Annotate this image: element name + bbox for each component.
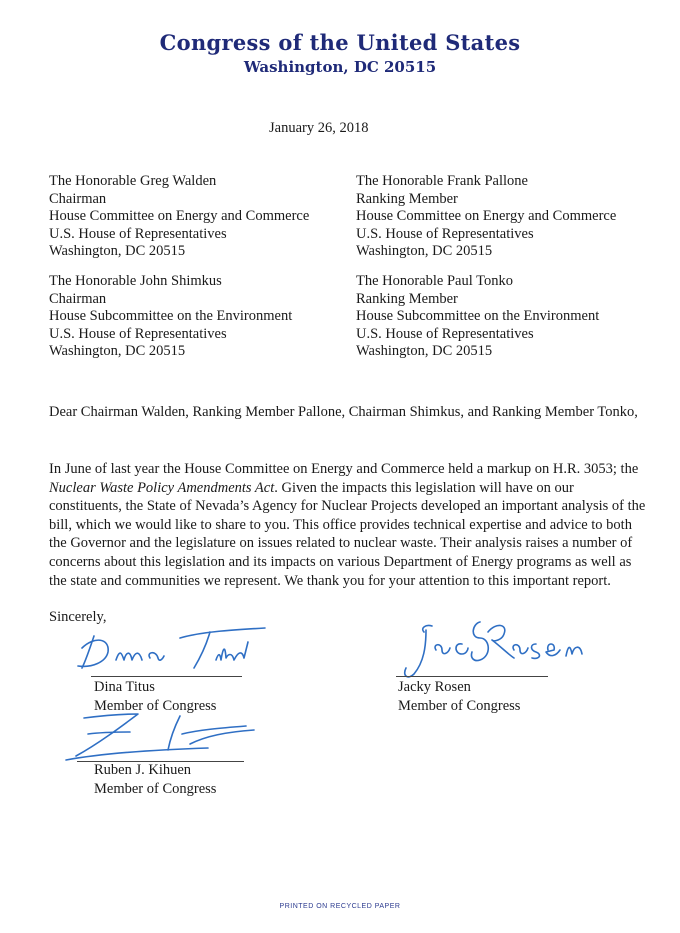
signer-title: Member of Congress [398, 698, 521, 714]
recipient-house: U.S. House of Representatives [356, 225, 534, 242]
closing: Sincerely, [49, 609, 107, 625]
signer-title: Member of Congress [94, 698, 217, 714]
recipient-role: Chairman [49, 190, 107, 207]
letterhead-address: Washington, DC 20515 [243, 58, 437, 76]
signature-line-rosen [396, 676, 548, 677]
signature-line-titus [91, 676, 242, 677]
signature-titus [60, 618, 275, 678]
recipient-committee: House Committee on Energy and Commerce [356, 208, 617, 225]
recipient-block-pallone [356, 173, 616, 261]
recipient-role: Ranking Member [356, 290, 458, 307]
recipient-block-shimkus [49, 273, 292, 361]
signer-rosen [398, 678, 520, 716]
signer-name: Ruben J. Kihuen [94, 762, 192, 778]
body-text-main: . Given the impacts this legislation will have on our constituents, the State of Nevada’s Agency for Nuclear Projects developed an important analysis of the bill, which we would like to share to you. This office provides technical expertise and advice to both the Governor and the legislature on issues related to nuclear waste. Their analysis raises a number of concerns about this legislation and its impacts on various Department of Energy programs as well as the state and communities we represent. We thank you for your attention to this important report. [49, 479, 646, 589]
letter-date: January 26, 2018 [269, 120, 369, 136]
recipient-city: Washington, DC 20515 [49, 343, 186, 360]
recipient-house: U.S. House of Representatives [49, 325, 227, 342]
recipient-city: Washington, DC 20515 [356, 243, 493, 260]
recycled-paper-footer: PRINTED ON RECYCLED PAPER [279, 903, 401, 910]
signer-name: Jacky Rosen [398, 679, 471, 695]
recipient-name: The Honorable Greg Walden [49, 173, 217, 189]
bill-title: Nuclear Waste Policy Amendments Act [49, 479, 275, 496]
recipient-role: Ranking Member [356, 190, 458, 207]
recipient-committee: House Subcommittee on the Environment [356, 308, 600, 325]
recipient-name: The Honorable Paul Tonko [356, 273, 513, 289]
recipient-house: U.S. House of Representatives [49, 225, 227, 242]
letterhead-title: Congress of the United States [159, 30, 521, 55]
body-text-intro: In June of last year the House Committee on Energy and Commerce held a markup on H.R. 3053; the [49, 461, 639, 477]
salutation: Dear Chairman Walden, Ranking Member Pallone, Chairman Shimkus, and Ranking Member Tonko, [49, 404, 638, 420]
signature-kihuen [58, 706, 258, 764]
recipient-committee: House Subcommittee on the Environment [49, 308, 293, 325]
recipient-role: Chairman [49, 290, 107, 307]
recipient-house: U.S. House of Representatives [356, 325, 534, 342]
signer-kihuen [94, 761, 216, 799]
recipient-committee: House Committee on Energy and Commerce [49, 208, 310, 225]
signer-name: Dina Titus [94, 679, 155, 695]
recipient-name: The Honorable John Shimkus [49, 273, 222, 289]
body-paragraph [49, 460, 647, 590]
recipient-block-walden [49, 173, 309, 261]
recipient-name: The Honorable Frank Pallone [356, 173, 528, 189]
signature-rosen [396, 612, 596, 684]
recipient-block-tonko [356, 273, 599, 361]
signer-title: Member of Congress [94, 781, 217, 797]
recipient-city: Washington, DC 20515 [356, 343, 493, 360]
recipient-city: Washington, DC 20515 [49, 243, 186, 260]
